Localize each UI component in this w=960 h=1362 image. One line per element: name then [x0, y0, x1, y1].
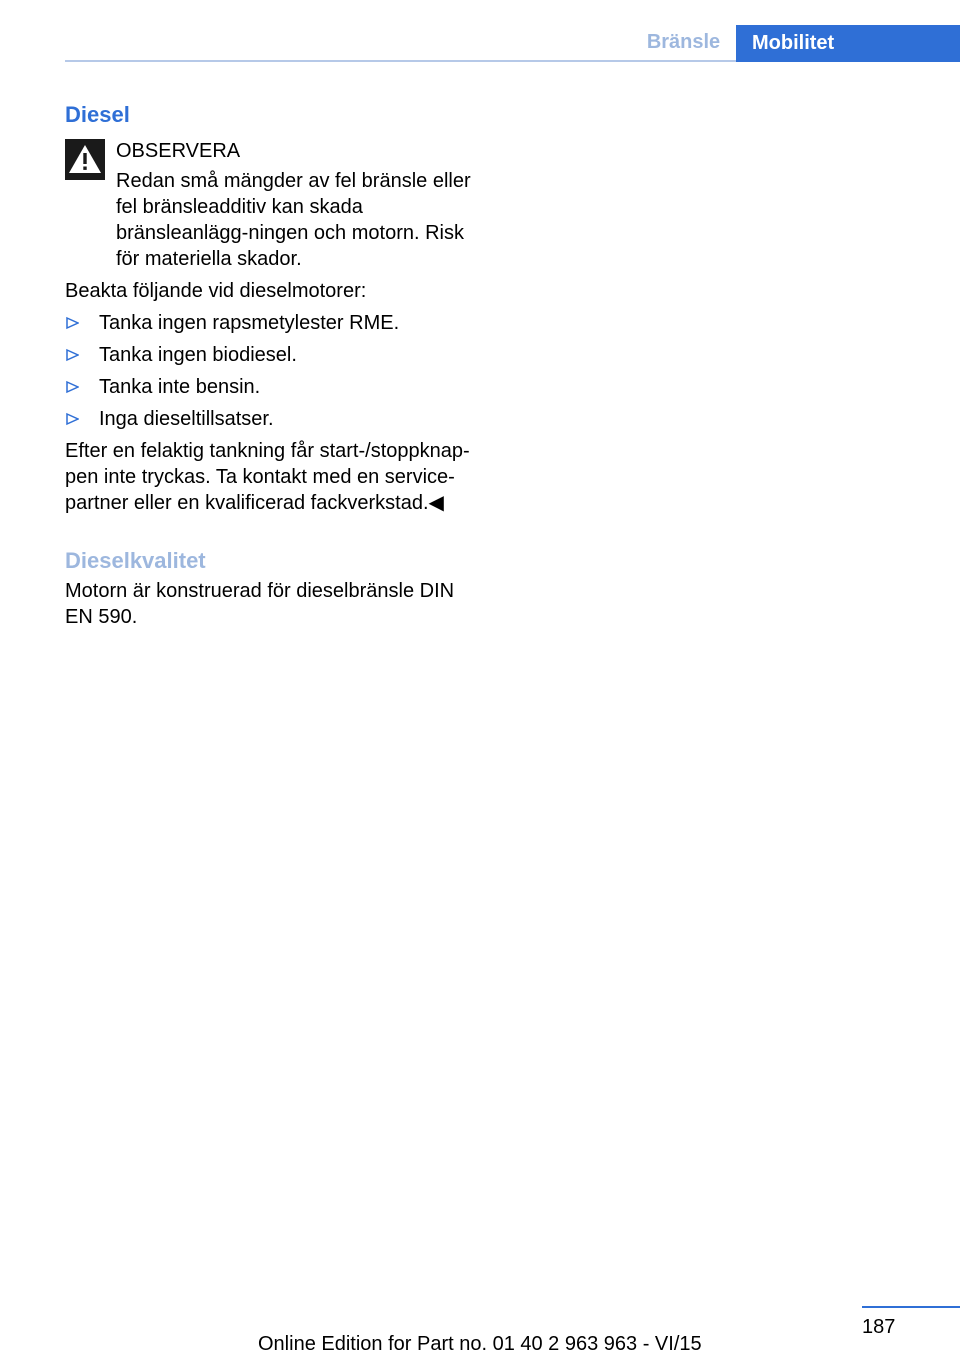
triangle-bullet-icon [65, 406, 79, 432]
closing-text: Efter en felaktig tankning får start-/stoppknap-pen inte tryckas. Ta kontakt med en service-partner eller en kvalificerad fackverkstad.◀ [65, 440, 470, 514]
list-item [65, 310, 480, 336]
list-item-text: Tanka ingen biodiesel. [99, 344, 297, 366]
section-title-diesel: Diesel [65, 102, 130, 127]
warning-text-line1: Redan små mängder av fel bränsle eller [116, 170, 471, 192]
triangle-bullet-icon [65, 342, 79, 368]
fuel-rules-list [65, 310, 480, 432]
tab-mobilitet[interactable]: Mobilitet [736, 25, 960, 62]
list-item-text: Inga dieseltillsatser. [99, 408, 274, 430]
edition-text: Online Edition for Part no. 01 40 2 963 963 - VI/15 [258, 1333, 702, 1355]
triangle-bullet-icon [65, 310, 79, 336]
list-item-text: Tanka ingen rapsmetylester RME. [99, 312, 400, 334]
intro-text: Beakta följande vid dieselmotorer: [65, 280, 367, 302]
list-item [65, 374, 480, 400]
page-number: 187 [862, 1316, 896, 1338]
list-item [65, 406, 480, 432]
warning-label: OBSERVERA [116, 140, 241, 162]
section-title-dieselkvalitet: Dieselkvalitet [65, 548, 206, 573]
triangle-bullet-icon [65, 374, 79, 400]
warning-triangle-icon [65, 139, 105, 180]
tab-bransle[interactable]: Bränsle [646, 31, 721, 53]
warning-block [65, 136, 480, 272]
list-item-text: Tanka inte bensin. [99, 376, 261, 398]
dieselkvalitet-text: Motorn är konstruerad för dieselbränsle DIN EN 590. [65, 580, 455, 628]
main-content [65, 100, 480, 630]
footer-divider [862, 1306, 960, 1308]
list-item [65, 342, 480, 368]
warning-text: fel bränsleadditiv kan skada bränsleanlägg-ningen och motorn. Risk för materiella skador. [116, 196, 464, 270]
